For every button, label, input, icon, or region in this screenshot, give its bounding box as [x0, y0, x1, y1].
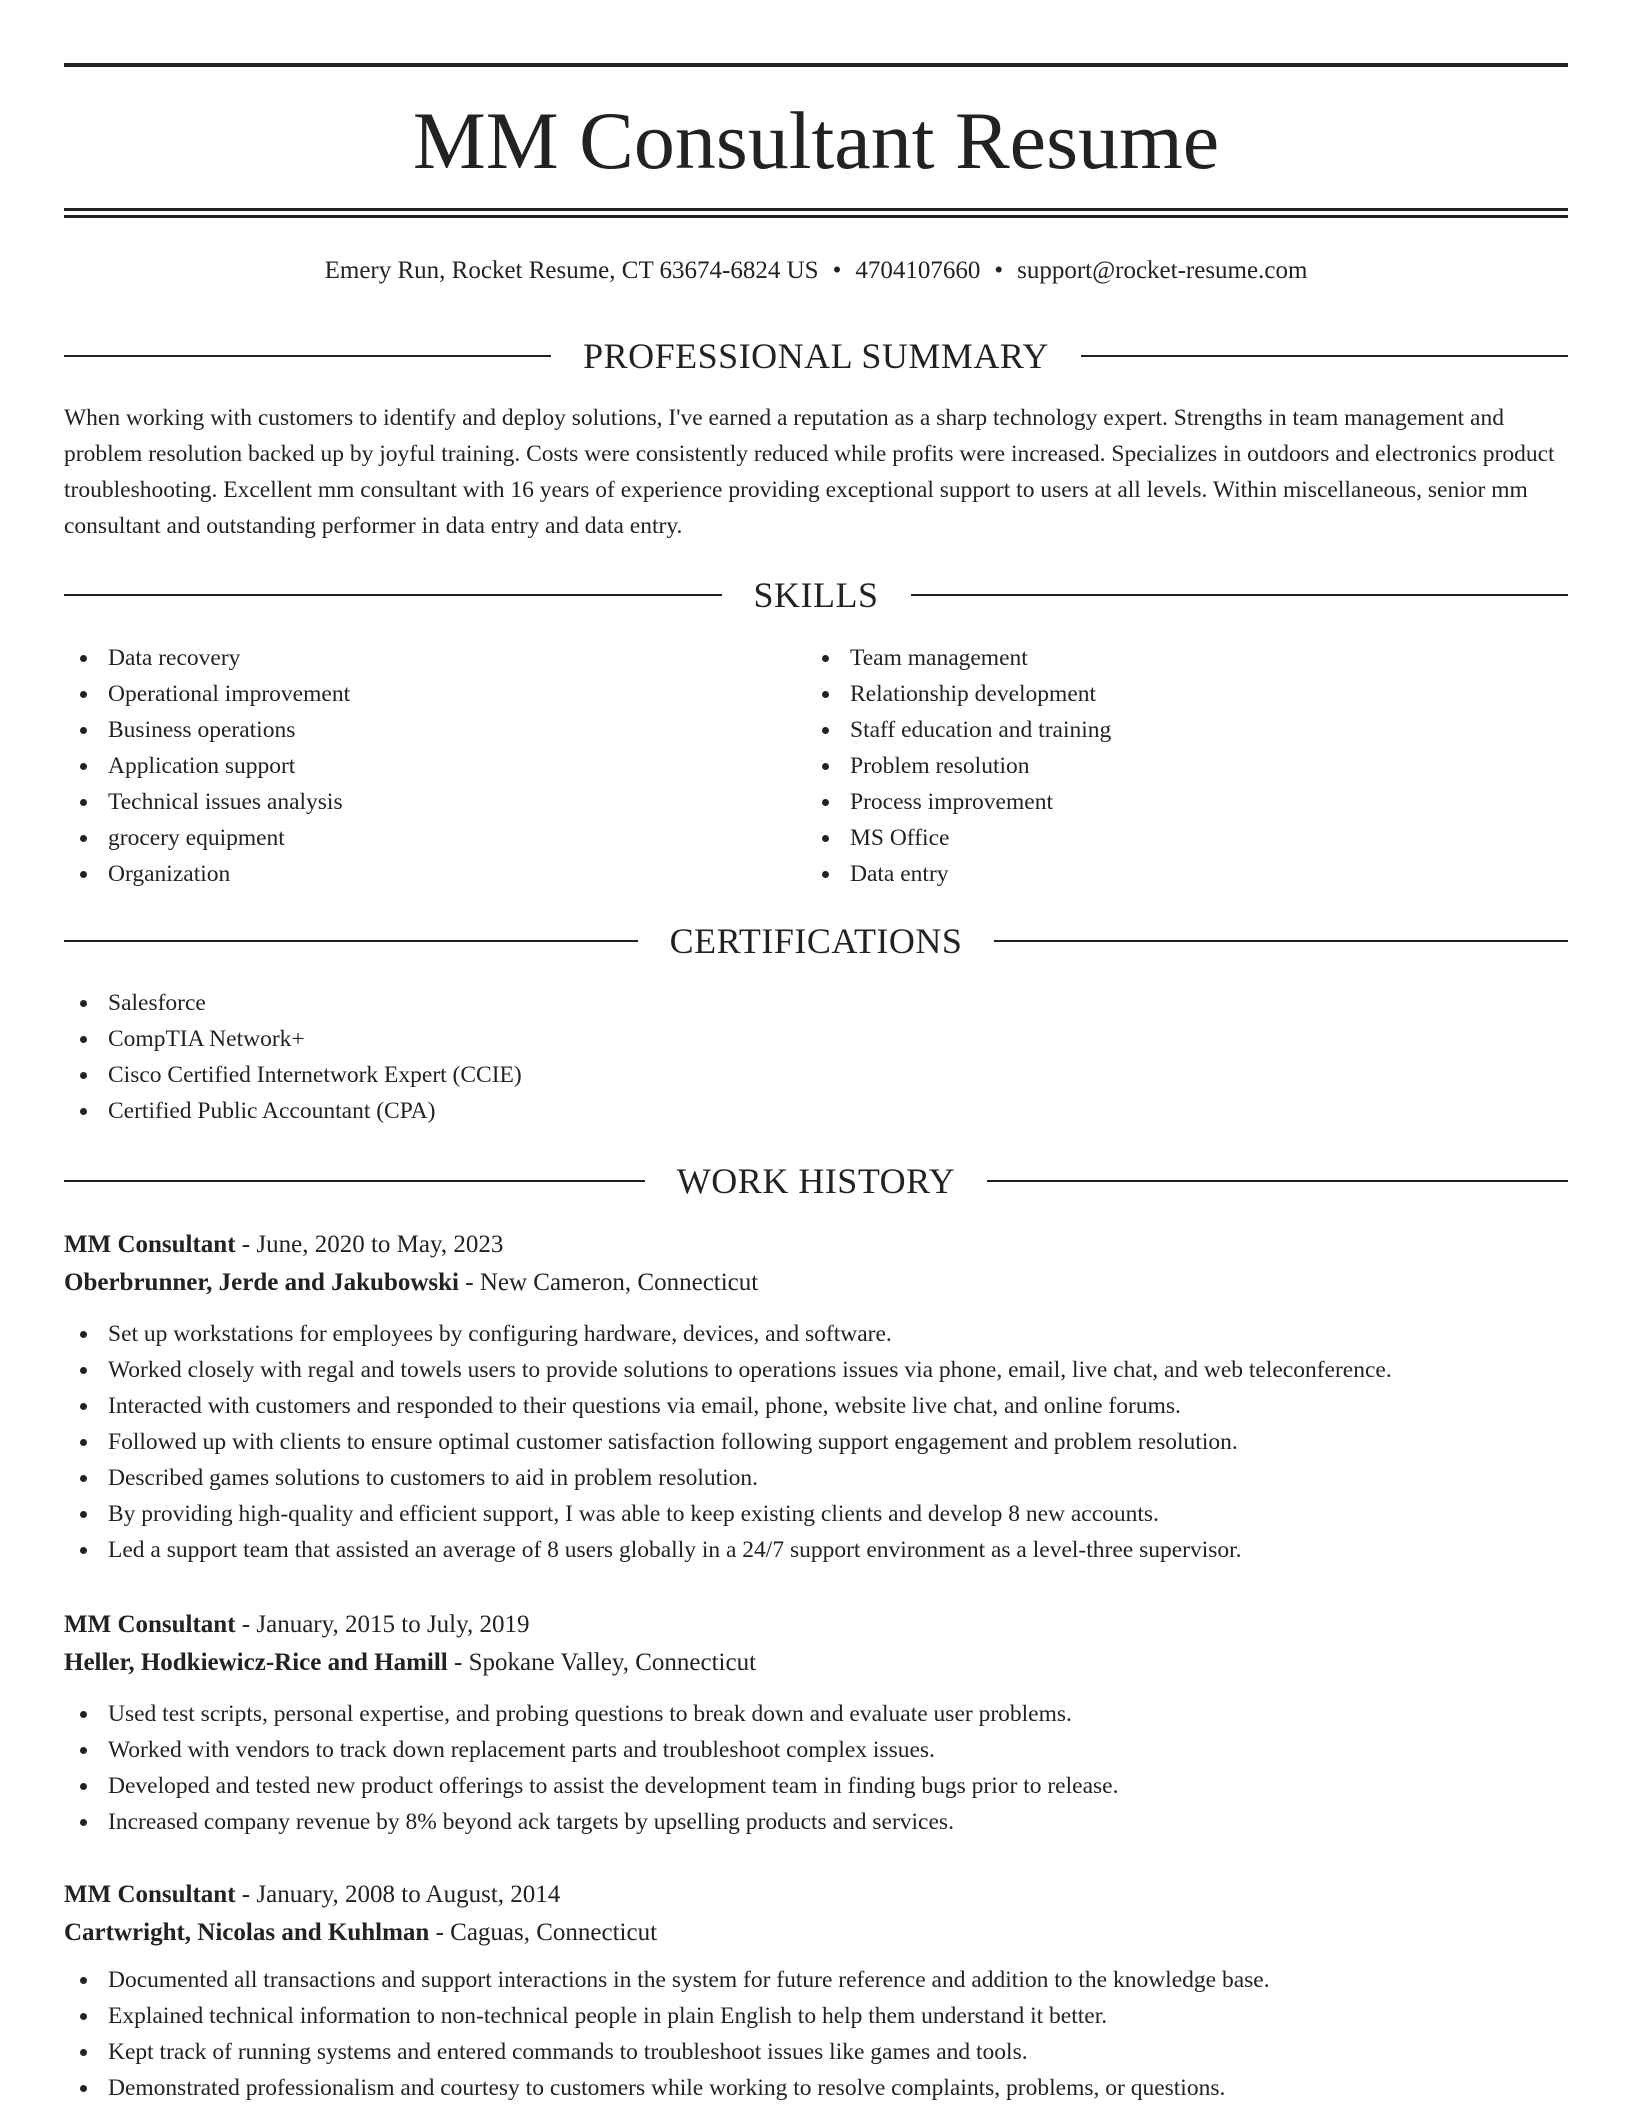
title-double-rule	[64, 208, 1568, 218]
job-entry	[64, 1226, 1568, 1568]
skills-column-left	[64, 640, 744, 892]
job-bullet: Increased company revenue by 8% beyond ack targets by upselling products and services.	[64, 1804, 1568, 1840]
job-bullet: Explained technical information to non-technical people in plain English to help them understand it better.	[64, 1998, 1568, 2034]
job-title-line	[64, 1606, 1568, 1644]
contact-address: Emery Run, Rocket Resume, CT 63674-6824 US	[324, 257, 819, 284]
skill-item: Data entry	[806, 856, 1506, 892]
job-company: Oberbrunner, Jerde and Jakubowski	[64, 1269, 459, 1296]
skill-item: Technical issues analysis	[64, 784, 744, 820]
section-heading-summary	[64, 336, 1568, 376]
job-title: MM Consultant	[64, 1231, 236, 1258]
skill-item: Staff education and training	[806, 712, 1506, 748]
job-bullet: Worked with vendors to track down replacement parts and troubleshoot complex issues.	[64, 1732, 1568, 1768]
job-title-line	[64, 1876, 1568, 1914]
job-bullets	[64, 1962, 1568, 2106]
skill-item: Problem resolution	[806, 748, 1506, 784]
section-title: SKILLS	[753, 575, 879, 615]
job-title-line	[64, 1226, 1568, 1264]
skill-item: Application support	[64, 748, 744, 784]
section-title: WORK HISTORY	[676, 1161, 956, 1201]
job-bullet: Described games solutions to customers to aid in problem resolution.	[64, 1460, 1568, 1496]
contact-separator: •	[832, 257, 842, 284]
job-bullet: Developed and tested new product offerings to assist the development team in finding bugs prior to release.	[64, 1768, 1568, 1804]
section-title: PROFESSIONAL SUMMARY	[583, 336, 1049, 376]
job-location: - Caguas, Connecticut	[429, 1919, 658, 1946]
heading-rule	[64, 1180, 645, 1182]
job-bullet: Used test scripts, personal expertise, and probing questions to break down and evaluate user problems.	[64, 1696, 1568, 1732]
section-heading-work-history	[64, 1161, 1568, 1201]
job-location: - New Cameron, Connecticut	[459, 1269, 759, 1296]
contact-phone: 4704107660	[855, 257, 981, 284]
job-company-line	[64, 1264, 1568, 1302]
heading-rule	[64, 594, 722, 596]
skill-item: Process improvement	[806, 784, 1506, 820]
contact-email: support@rocket-resume.com	[1017, 257, 1308, 284]
skill-item: Data recovery	[64, 640, 744, 676]
page-title: MM Consultant Resume	[412, 95, 1220, 186]
job-company: Heller, Hodkiewicz-Rice and Hamill	[64, 1649, 448, 1676]
job-entry	[64, 1606, 1568, 1840]
job-bullet: By providing high-quality and efficient support, I was able to keep existing clients and develop 8 new accounts.	[64, 1496, 1568, 1532]
section-title: CERTIFICATIONS	[669, 921, 963, 961]
heading-rule	[64, 355, 551, 357]
skill-item: Business operations	[64, 712, 744, 748]
job-company-line	[64, 1644, 1568, 1682]
job-bullet: Worked closely with regal and towels users to provide solutions to operations issues via phone, email, live chat, and web teleconference.	[64, 1352, 1568, 1388]
certification-item: Certified Public Accountant (CPA)	[64, 1093, 1568, 1129]
job-location: - Spokane Valley, Connecticut	[447, 1649, 757, 1676]
contact-line	[64, 254, 1568, 288]
top-rule	[64, 63, 1568, 67]
job-bullet: Interacted with customers and responded to their questions via email, phone, website live chat, and online forums.	[64, 1388, 1568, 1424]
job-dates: - June, 2020 to May, 2023	[235, 1231, 504, 1258]
heading-rule	[1081, 355, 1568, 357]
job-company-line	[64, 1914, 1568, 1952]
skill-item: Team management	[806, 640, 1506, 676]
skill-item: Relationship development	[806, 676, 1506, 712]
heading-rule	[64, 940, 638, 942]
skills-column-right	[806, 640, 1506, 892]
job-title: MM Consultant	[64, 1611, 236, 1638]
job-bullets	[64, 1696, 1568, 1840]
job-dates: - January, 2015 to July, 2019	[235, 1611, 530, 1638]
job-title: MM Consultant	[64, 1881, 236, 1908]
job-bullet: Kept track of running systems and entered commands to troubleshoot issues like games and tools.	[64, 2034, 1568, 2070]
job-dates: - January, 2008 to August, 2014	[235, 1881, 561, 1908]
job-entry	[64, 1876, 1568, 2106]
contact-separator: •	[994, 257, 1004, 284]
skill-item: grocery equipment	[64, 820, 744, 856]
certification-item: CompTIA Network+	[64, 1021, 1568, 1057]
job-bullet: Led a support team that assisted an average of 8 users globally in a 24/7 support environment as a level-three supervisor.	[64, 1532, 1568, 1568]
heading-rule	[987, 1180, 1568, 1182]
skill-item: Organization	[64, 856, 744, 892]
certifications-list	[64, 985, 1568, 1129]
skill-item: Operational improvement	[64, 676, 744, 712]
job-bullet: Set up workstations for employees by configuring hardware, devices, and software.	[64, 1316, 1568, 1352]
section-heading-skills	[64, 575, 1568, 615]
heading-rule	[911, 594, 1569, 596]
skill-item: MS Office	[806, 820, 1506, 856]
job-bullet: Followed up with clients to ensure optimal customer satisfaction following support engagement and problem resolution.	[64, 1424, 1568, 1460]
job-bullets	[64, 1316, 1568, 1568]
certification-item: Cisco Certified Internetwork Expert (CCIE)	[64, 1057, 1568, 1093]
section-heading-certifications	[64, 921, 1568, 961]
certification-item: Salesforce	[64, 985, 1568, 1021]
summary-text: When working with customers to identify and deploy solutions, I've earned a reputation as a sharp technology expert. Strengths in team management and problem resolution backed up by joyful training. Costs were consistently reduced while profits were increased. Specializes in outdoors and electronics product troubleshooting. Excellent mm consultant with 16 years of experience providing exceptional support to users at all levels. Within miscellaneous, senior mm consultant and outstanding performer in data entry and data entry.	[64, 405, 1555, 539]
job-bullet: Documented all transactions and support interactions in the system for future reference and addition to the knowledge base.	[64, 1962, 1568, 1998]
heading-rule	[994, 940, 1568, 942]
job-company: Cartwright, Nicolas and Kuhlman	[64, 1919, 430, 1946]
job-bullet: Demonstrated professionalism and courtesy to customers while working to resolve complaints, problems, or questions.	[64, 2070, 1568, 2106]
